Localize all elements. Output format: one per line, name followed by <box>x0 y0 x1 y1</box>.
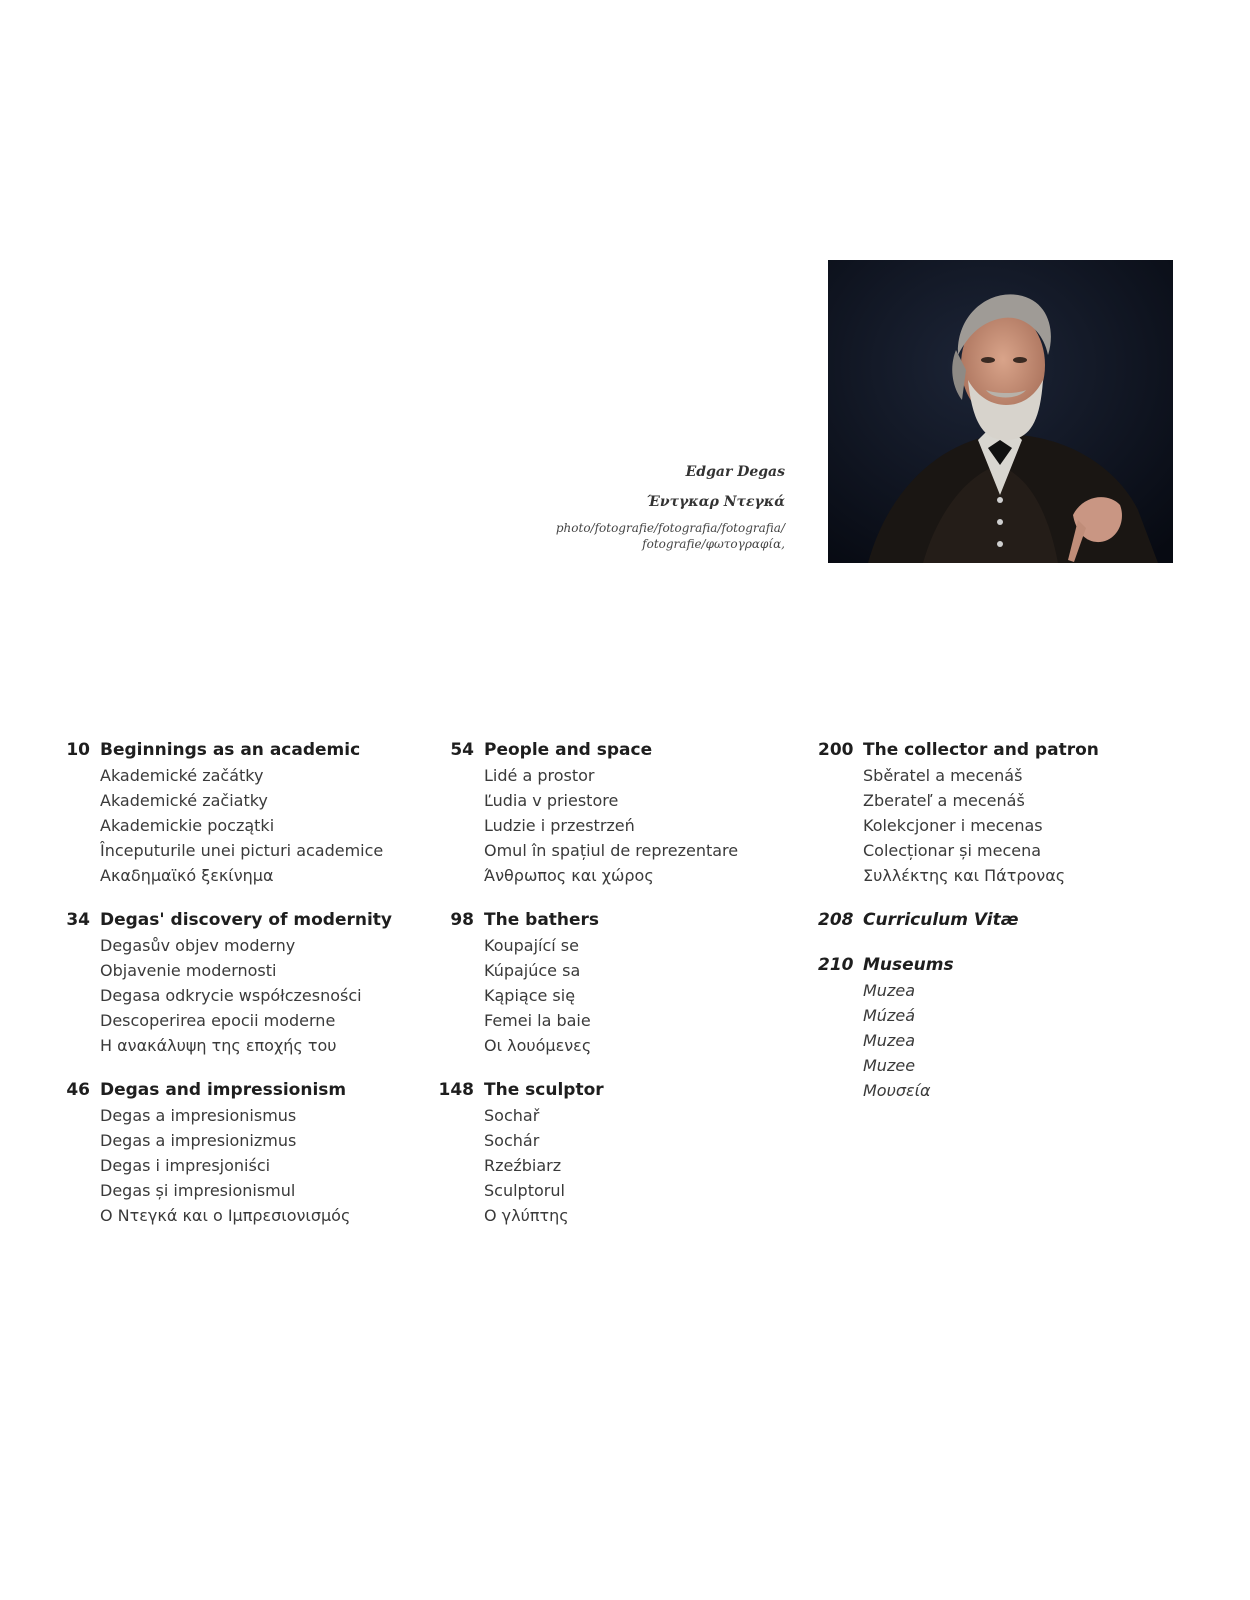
toc-translation: Muzea <box>863 981 915 1000</box>
toc-translation: Ακαδημαϊκό ξεκίνημα <box>100 866 274 885</box>
toc-page-number: 148 <box>438 1080 474 1100</box>
caption-name-latin: Edgar Degas <box>685 464 785 480</box>
toc-title: Museums <box>863 955 954 975</box>
toc-translation: Sochař <box>484 1106 540 1125</box>
toc-translation: Degas a impresionismus <box>100 1106 297 1125</box>
toc-translation: Συλλέκτης και Πάτρονας <box>863 866 1066 885</box>
toc-translation: Objavenie modernosti <box>100 961 277 980</box>
toc-translation: Άνθρωπος και χώρος <box>484 866 654 885</box>
toc-page-number: 210 <box>818 955 854 975</box>
toc-title: Degas and impressionism <box>100 1080 347 1100</box>
toc-translation: Rzeźbiarz <box>484 1156 562 1175</box>
toc-page-number: 200 <box>818 740 854 760</box>
toc-translation: Kúpajúce sa <box>484 961 581 980</box>
toc-translations <box>484 1103 794 1228</box>
toc-translation: Akademické začátky <box>100 766 264 785</box>
toc-entry <box>66 908 426 1058</box>
toc-page-number: 46 <box>66 1080 90 1100</box>
toc-translations <box>484 763 794 888</box>
toc-translation: Omul în spațiul de reprezentare <box>484 841 739 860</box>
toc-entry-heading <box>818 908 1198 933</box>
toc-column-2 <box>434 738 794 1248</box>
toc-translations <box>863 763 1198 888</box>
toc-entry <box>434 738 794 888</box>
toc-entry-heading <box>434 738 794 763</box>
toc-translation: Muzea <box>863 1031 915 1050</box>
toc-translation: Degas și impresionismul <box>100 1181 296 1200</box>
toc-translation: Akademickie początki <box>100 816 275 835</box>
caption-credit <box>455 520 785 552</box>
toc-translation: Μουσεία <box>863 1081 931 1100</box>
toc-title: Beginnings as an academic <box>100 740 361 760</box>
toc-translation: Descoperirea epocii moderne <box>100 1011 336 1030</box>
toc-translation: Muzee <box>863 1056 916 1075</box>
toc-entry <box>818 953 1198 1103</box>
toc-title: The sculptor <box>484 1080 604 1100</box>
toc-title: Curriculum Vitæ <box>863 910 1019 930</box>
portrait-illustration <box>828 260 1173 563</box>
toc-entry <box>434 908 794 1058</box>
caption-credit-line-2: fotografie/φωτογραφία, <box>642 537 785 551</box>
toc-translation: Sběratel a mecenáš <box>863 766 1023 785</box>
toc-translations <box>100 933 426 1058</box>
toc-translation: Ľudia v priestore <box>484 791 619 810</box>
toc-translation: Ludzie i przestrzeń <box>484 816 635 835</box>
toc-translation: Zberateľ a mecenáš <box>863 791 1025 810</box>
toc-translation: Femei la baie <box>484 1011 591 1030</box>
toc-translation: Sochár <box>484 1131 540 1150</box>
portrait-photo <box>828 260 1173 563</box>
toc-entry-heading <box>66 738 426 763</box>
toc-translation: Koupající se <box>484 936 579 955</box>
toc-translations <box>484 933 794 1058</box>
toc-page-number: 208 <box>818 910 854 930</box>
toc-translation: Degas a impresionizmus <box>100 1131 297 1150</box>
toc-entry-heading <box>434 908 794 933</box>
toc-translations <box>100 763 426 888</box>
toc-translation: Akademické začiatky <box>100 791 268 810</box>
toc-translation: Η ανακάλυψη της εποχής του <box>100 1036 337 1055</box>
toc-translation: Degasa odkrycie współczesności <box>100 986 362 1005</box>
toc-title: People and space <box>484 740 653 760</box>
toc-entry-heading <box>66 908 426 933</box>
toc-entry <box>434 1078 794 1228</box>
toc-translation: Ο Ντεγκά και ο Ιμπρεσιονισμός <box>100 1206 351 1225</box>
toc-translation: Múzeá <box>863 1006 915 1025</box>
toc-translation: Sculptorul <box>484 1181 565 1200</box>
caption-name-greek: Έντγκαρ Ντεγκά <box>646 494 785 510</box>
toc-translation: Ο γλύπτης <box>484 1206 569 1225</box>
caption-credit-line-1: photo/fotografie/fotografia/fotografia/ <box>555 521 785 535</box>
toc-translation: Colecționar și mecena <box>863 841 1042 860</box>
toc-translation: Οι λουόμενες <box>484 1036 592 1055</box>
toc-translation: Degas i impresjoniści <box>100 1156 271 1175</box>
toc-page-number: 10 <box>66 740 90 760</box>
toc-translation: Kolekcjoner i mecenas <box>863 816 1043 835</box>
toc-entry-heading <box>434 1078 794 1103</box>
toc-translation: Kąpiące się <box>484 986 576 1005</box>
toc-entry <box>66 1078 426 1228</box>
toc-page-number: 54 <box>450 740 474 760</box>
toc-page-number: 98 <box>450 910 474 930</box>
toc-entry-heading <box>818 953 1198 978</box>
toc-entry <box>818 908 1198 933</box>
photo-caption <box>455 462 785 552</box>
toc-entry-heading <box>818 738 1198 763</box>
toc-page-number: 34 <box>66 910 90 930</box>
toc-translation: Lidé a prostor <box>484 766 595 785</box>
toc-translation: Începuturile unei picturi academice <box>100 841 384 860</box>
toc-title: The collector and patron <box>863 740 1099 760</box>
toc-translation: Degasův objev moderny <box>100 936 296 955</box>
toc-entry <box>818 738 1198 888</box>
toc-title: Degas' discovery of modernity <box>100 910 392 930</box>
toc-translations <box>863 978 1198 1103</box>
toc-column-3 <box>818 738 1198 1123</box>
toc-column-1 <box>66 738 426 1248</box>
toc-translations <box>100 1103 426 1228</box>
toc-entry <box>66 738 426 888</box>
toc-entry-heading <box>66 1078 426 1103</box>
toc-title: The bathers <box>484 910 600 930</box>
